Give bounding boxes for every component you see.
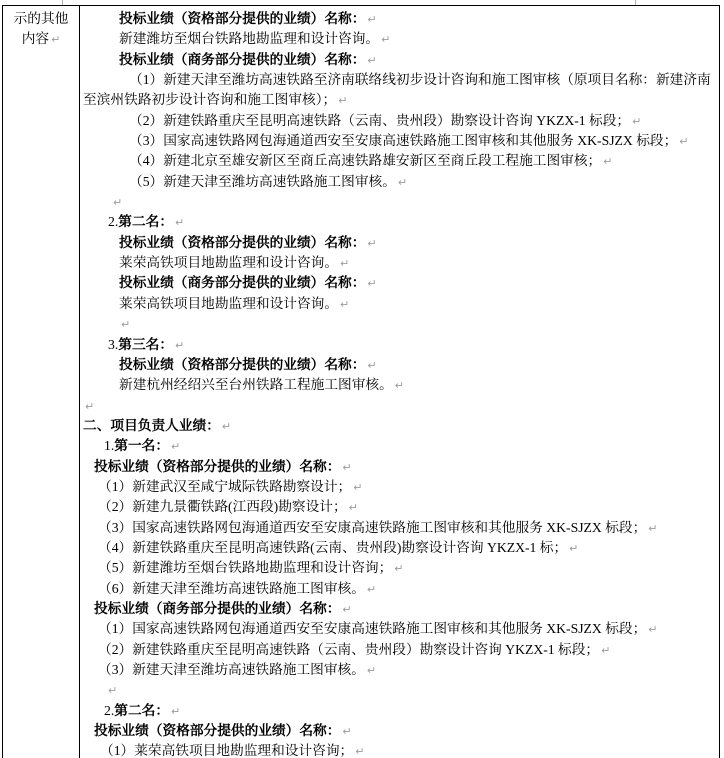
text-run: 2. <box>108 214 119 230</box>
paragraph-mark-icon: ↵ <box>366 582 377 596</box>
text-line <box>83 477 723 497</box>
text-line <box>83 396 723 416</box>
text-run: 莱荣高铁项目地勘监理和设计咨询。 <box>119 255 339 271</box>
text-line <box>83 192 723 212</box>
text-run: （1）新建武汉至咸宁城际铁路勘察设计； <box>98 478 352 494</box>
text-run: 2. <box>104 702 115 718</box>
text-line <box>83 640 723 660</box>
text-line <box>83 9 723 29</box>
paragraph-mark-icon: ↵ <box>603 155 613 169</box>
paragraph-mark-icon: ↵ <box>679 135 689 149</box>
paragraph-mark-icon: ↵ <box>85 399 95 413</box>
text-run: 第二名： <box>118 214 174 230</box>
paragraph-mark-icon: ↵ <box>632 114 642 128</box>
text-line <box>83 151 723 171</box>
text-run: （3）国家高速铁路网包海通道西安至安康高速铁路施工图审核和其他服务 XK-SJZX 标段； <box>129 133 678 149</box>
text-line <box>83 70 723 90</box>
paragraph-mark-icon: ↵ <box>348 501 358 515</box>
text-line <box>3 29 79 49</box>
text-run: （6）新建天津至潍坊高速铁路施工图审核。 <box>98 580 365 596</box>
text-line <box>83 314 723 334</box>
row-content-cell <box>83 9 723 758</box>
text-line <box>83 518 723 538</box>
text-run: （1）国家高速铁路网包海通道西安至安康高速铁路施工图审核和其他服务 XK-SJZX 标段； <box>98 621 647 637</box>
text-run: （3）新建天津至潍坊高速铁路施工图审核。 <box>98 662 365 677</box>
text-run: 投标业绩（资格部分提供的业绩）名称： <box>94 723 341 739</box>
text-run: （2）新建铁路重庆至昆明高速铁路（云南、贵州段）勘察设计咨询 YKZX-1 标段； <box>129 112 631 128</box>
paragraph-mark-icon: ↵ <box>648 521 658 535</box>
text-run: （4）新建铁路重庆至昆明高速铁路(云南、贵州段)勘察设计咨询 YKZX-1 标； <box>98 539 568 555</box>
text-run: 示的其他 <box>13 11 69 26</box>
text-run: 投标业绩（商务部分提供的业绩）名称： <box>119 51 366 67</box>
text-line <box>83 701 723 721</box>
paragraph-mark-icon: ↵ <box>381 33 391 47</box>
text-line <box>83 172 723 192</box>
text-run: 第二名： <box>114 702 170 718</box>
text-line <box>83 212 723 232</box>
paragraph-mark-icon: ↵ <box>51 33 61 47</box>
text-line <box>83 619 723 639</box>
paragraph-mark-icon: ↵ <box>367 358 377 372</box>
text-run: 二、项目负责人业绩： <box>83 417 220 433</box>
paragraph-mark-icon: ↵ <box>366 664 377 677</box>
text-run: （5）新建潍坊至烟台铁路地勘监理和设计咨询； <box>98 560 393 576</box>
text-line <box>83 355 723 375</box>
text-run: 新建杭州经绍兴至台州铁路工程施工图审核。 <box>119 377 393 393</box>
text-line <box>83 680 723 700</box>
paragraph-mark-icon: ↵ <box>342 725 352 739</box>
paragraph-mark-icon: ↵ <box>171 440 181 454</box>
text-run: 内容 <box>21 31 50 47</box>
paragraph-mark-icon: ↵ <box>367 53 377 67</box>
text-line <box>83 233 723 253</box>
paragraph-mark-icon: ↵ <box>108 684 118 698</box>
text-line <box>83 558 723 578</box>
text-line <box>83 253 723 273</box>
text-line <box>83 721 723 741</box>
paragraph-mark-icon: ↵ <box>601 643 611 657</box>
text-line <box>83 436 723 456</box>
text-run: 投标业绩（商务部分提供的业绩）名称： <box>94 600 341 616</box>
row-header-cell <box>3 9 79 50</box>
text-line <box>83 273 723 293</box>
text-run: （1）莱荣高铁项目地勘监理和设计咨询； <box>100 743 354 758</box>
paragraph-mark-icon: ↵ <box>171 704 181 718</box>
paragraph-mark-icon: ↵ <box>175 338 185 352</box>
paragraph-mark-icon: ↵ <box>338 94 348 108</box>
paragraph-mark-icon: ↵ <box>394 379 404 393</box>
paragraph-mark-icon: ↵ <box>113 196 123 210</box>
paragraph-mark-icon: ↵ <box>648 623 658 637</box>
paragraph-mark-icon: ↵ <box>340 257 350 271</box>
text-line <box>83 660 723 680</box>
text-line <box>83 90 723 110</box>
text-run: （1）新建天津至潍坊高速铁路至济南联络线初步设计咨询和施工图审核（原项目名称：新建济南 <box>129 72 711 88</box>
paragraph-mark-icon: ↵ <box>394 562 404 576</box>
text-line <box>3 9 79 29</box>
paragraph-mark-icon: ↵ <box>221 419 232 433</box>
text-run: 至滨州铁路初步设计咨询和施工图审核）； <box>83 92 337 108</box>
paragraph-mark-icon: ↵ <box>342 460 352 474</box>
text-run: 投标业绩（资格部分提供的业绩）名称： <box>119 11 366 26</box>
paragraph-mark-icon: ↵ <box>175 216 185 230</box>
text-run: （4）新建北京至雄安新区至商丘高速铁路雄安新区至商丘段工程施工图审核； <box>129 153 602 169</box>
paragraph-mark-icon: ↵ <box>355 745 365 758</box>
text-line <box>83 741 723 758</box>
paragraph-mark-icon: ↵ <box>367 277 377 291</box>
paragraph-mark-icon: ↵ <box>397 175 408 189</box>
paragraph-mark-icon: ↵ <box>569 541 579 555</box>
text-run: 投标业绩（商务部分提供的业绩）名称： <box>119 275 366 291</box>
paragraph-mark-icon: ↵ <box>367 236 377 250</box>
text-line <box>83 29 723 49</box>
text-line <box>83 375 723 395</box>
text-run: （2）新建九景衢铁路(江西段)勘察设计； <box>98 499 347 515</box>
text-run: （2）新建铁路重庆至昆明高速铁路（云南、贵州段）勘察设计咨询 YKZX-1 标段； <box>98 641 600 657</box>
paragraph-mark-icon: ↵ <box>353 480 363 494</box>
text-run: 莱荣高铁项目地勘监理和设计咨询。 <box>119 295 339 311</box>
text-line <box>83 131 723 151</box>
text-line <box>83 538 723 558</box>
paragraph-mark-icon: ↵ <box>340 297 350 311</box>
text-run: 3. <box>108 336 119 352</box>
text-line <box>83 579 723 599</box>
table-top-border <box>2 5 720 6</box>
table-left-border <box>2 5 3 758</box>
text-run: 第一名： <box>114 438 170 454</box>
text-run: 投标业绩（资格部分提供的业绩）名称： <box>119 234 366 250</box>
text-line <box>83 416 723 436</box>
text-line <box>83 457 723 477</box>
text-run: 新建潍坊至烟台铁路地勘监理和设计咨询。 <box>119 31 380 47</box>
text-line <box>83 599 723 619</box>
paragraph-mark-icon: ↵ <box>342 602 352 616</box>
text-run: 投标业绩（资格部分提供的业绩）名称： <box>119 356 366 372</box>
text-run: 1. <box>104 438 115 454</box>
text-line <box>83 335 723 355</box>
text-line <box>83 50 723 70</box>
text-line <box>83 294 723 314</box>
paragraph-mark-icon: ↵ <box>367 13 377 26</box>
text-line <box>83 111 723 131</box>
text-run: 投标业绩（资格部分提供的业绩）名称： <box>94 458 341 474</box>
text-line <box>83 497 723 517</box>
text-run: （3）国家高速铁路网包海通道西安至安康高速铁路施工图审核和其他服务 XK-SJZX 标段； <box>98 519 647 535</box>
text-run: 第三名： <box>118 336 174 352</box>
paragraph-mark-icon: ↵ <box>121 318 131 332</box>
text-run: （5）新建天津至潍坊高速铁路施工图审核。 <box>129 173 396 189</box>
table-column-divider <box>79 5 80 758</box>
